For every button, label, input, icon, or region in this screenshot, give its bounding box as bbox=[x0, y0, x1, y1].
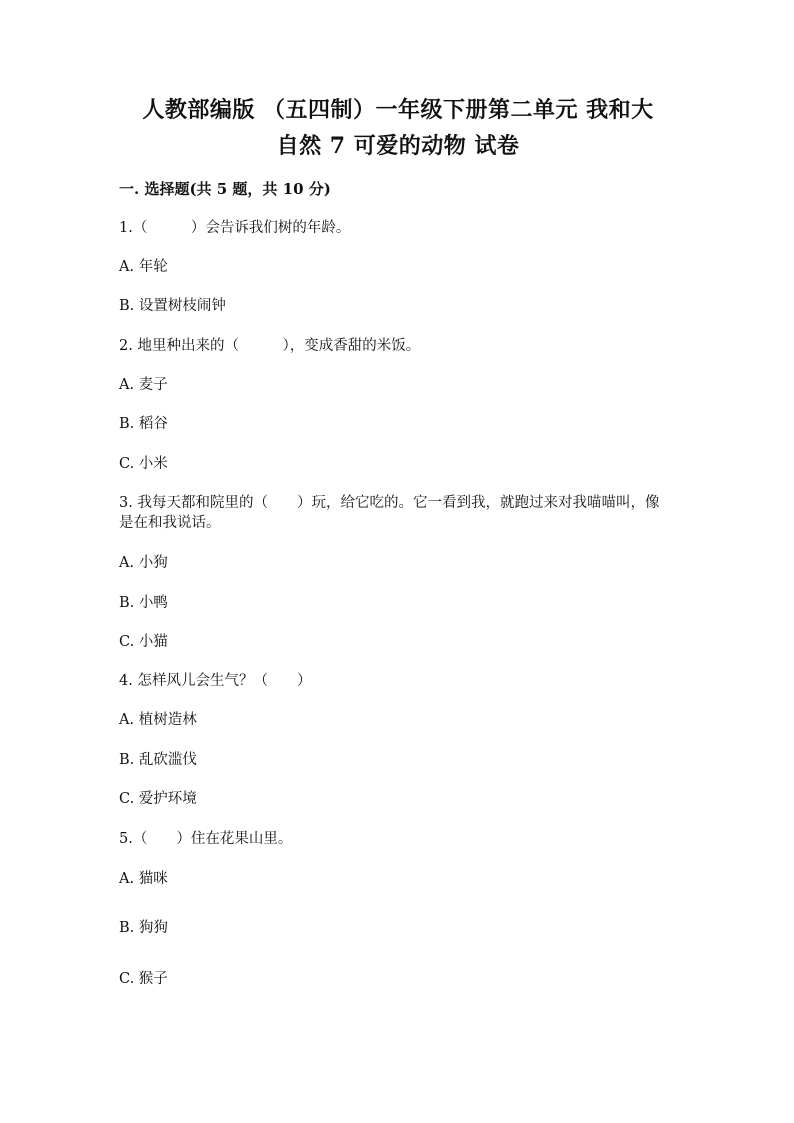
question-5-option-a: A. 猫咪 bbox=[119, 871, 168, 887]
question-3-option-a: A. 小狗 bbox=[119, 555, 168, 571]
question-4-option-a: A. 植树造林 bbox=[119, 712, 197, 728]
question-4-option-c: C. 爱护环境 bbox=[119, 791, 197, 807]
question-2-option-b: B. 稻谷 bbox=[119, 416, 168, 432]
page-title bbox=[118, 92, 678, 164]
title-line-2: 自然 7 可爱的动物 试卷 bbox=[276, 133, 520, 159]
title-line-1: 人教部编版 （五四制）一年级下册第二单元 我和大 bbox=[142, 97, 654, 123]
question-5-option-c: C. 猴子 bbox=[119, 971, 168, 987]
question-1-option-b: B. 设置树枝闹钟 bbox=[119, 298, 226, 314]
question-4-stem: 4. 怎样风儿会生气？（ ） bbox=[119, 673, 312, 689]
question-5-stem: 5.（ ）住在花果山里。 bbox=[119, 831, 293, 847]
question-5-option-b: B. 狗狗 bbox=[119, 920, 168, 936]
question-3-option-c: C. 小猫 bbox=[119, 634, 168, 650]
question-4-option-b: B. 乱砍滥伐 bbox=[119, 752, 197, 768]
question-2-stem: 2. 地里种出来的（ ），变成香甜的米饭。 bbox=[119, 338, 421, 354]
question-1-option-a: A. 年轮 bbox=[119, 259, 168, 275]
question-2-option-c: C. 小米 bbox=[119, 456, 168, 472]
question-3-stem: 3. 我每天都和院里的（ ）玩，给它吃的。它一看到我，就跑过来对我喵喵叫，像是在和我说话。 bbox=[119, 495, 660, 531]
section-header: 一. 选择题(共 5 题，共 10 分) bbox=[119, 180, 331, 198]
question-3-option-b: B. 小鸭 bbox=[119, 595, 168, 611]
question-2-option-a: A. 麦子 bbox=[119, 377, 168, 393]
question-1-stem: 1.（ ）会告诉我们树的年龄。 bbox=[119, 220, 351, 236]
